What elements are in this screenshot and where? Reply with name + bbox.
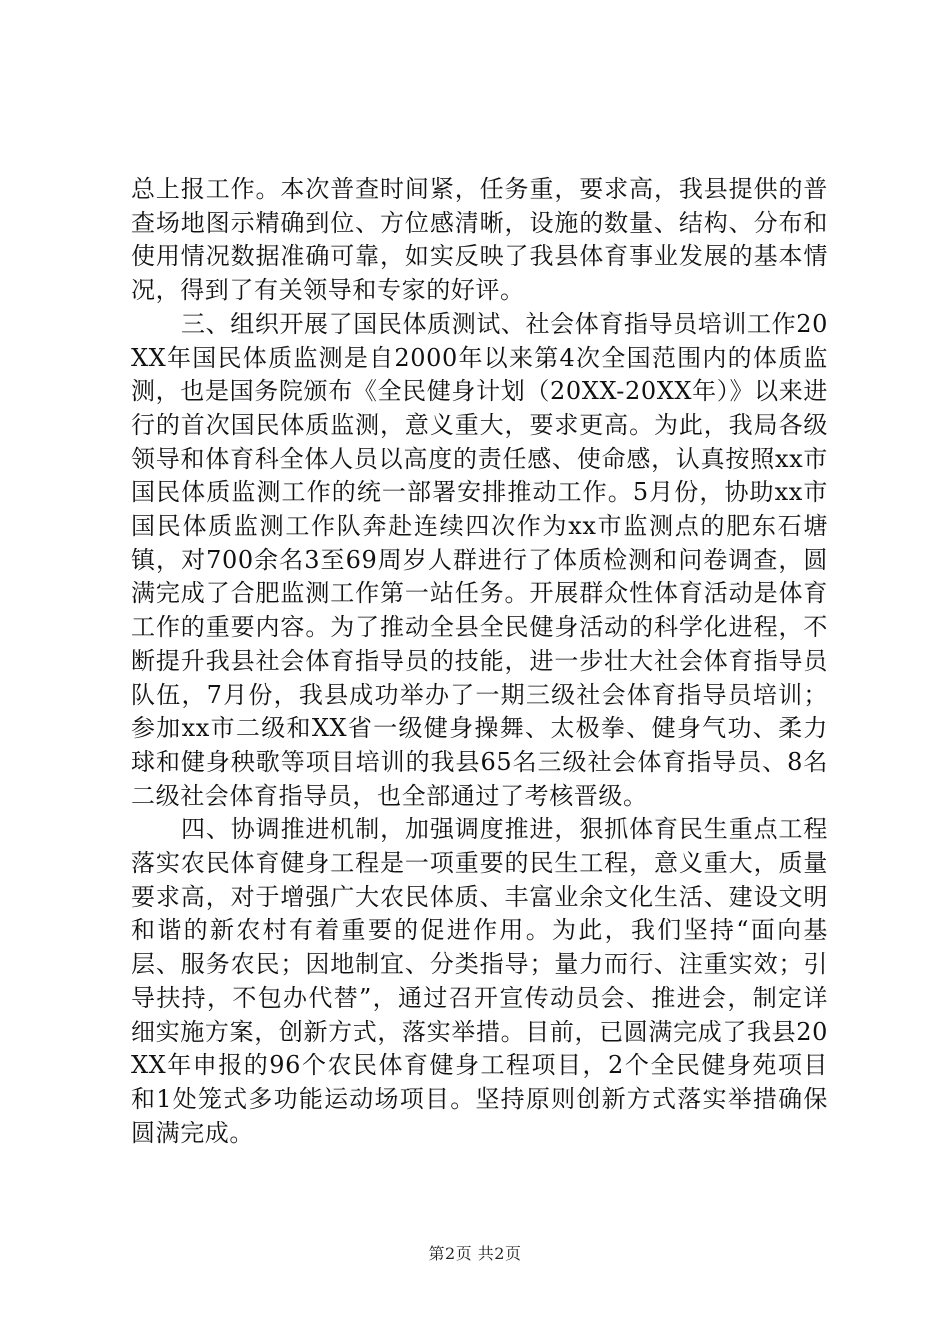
paragraph-section-three: 三、组织开展了国民体质测试、社会体育指导员培训工作20XX年国民体质监测是自2000年以来第4次全国范围内的体质监测，也是国务院颁布《全民健身计划（20XX-20XX年）》以来进行的首次国民体质监测，意义重大，要求更高。为此，我局各级领导和体育科全体人员以高度的责任感、使命感，认真按照xx市国民体质监测工作的统一部署安排推动工作。5月份，协助xx市国民体质监测工作队奔赴连续四次作为xx市监测点的肥东石塘镇，对700余名3至69周岁人群进行了体质检测和问卷调查，圆满完成了合肥监测工作第一站任务。开展群众性体育活动是体育工作的重要内容。为了推动全县全民健身活动的科学化进程，不断提升我县社会体育指导员的技能，进一步壮大社会体育指导员队伍，7月份，我县成功举办了一期三级社会体育指导员培训；参加xx市二级和XX省一级健身操舞、太极拳、健身气功、柔力球和健身秧歌等项目培训的我县65名三级社会体育指导员、8名二级社会体育指导员，也全部通过了考核晋级。 <box>131 309 828 810</box>
paragraph-section-four: 四、协调推进机制，加强调度推进，狠抓体育民生重点工程落实农民体育健身工程是一项重要的民生工程，意义重大，质量要求高，对于增强广大农民体质、丰富业余文化生活、建设文明和谐的新农村有着重要的促进作用。为此，我们坚持“面向基层、服务农民；因地制宜、分类指导；量力而行、注重实效；引导扶持，不包办代替”，通过召开宣传动员会、推进会，制定详细实施方案，创新方式，落实举措。目前，已圆满完成了我县20XX年申报的96个农民体育健身工程项目，2个全民健身苑项目和1处笼式多功能运动场项目。坚持原则创新方式落实举措确保圆满完成。 <box>131 815 828 1147</box>
document-body <box>131 173 828 1150</box>
paragraph-continued: 总上报工作。本次普查时间紧，任务重，要求高，我县提供的普查场地图示精确到位、方位感清晰，设施的数量、结构、分布和使用情况数据准确可靠，如实反映了我县体育事业发展的基本情况，得到了有关领导和专家的好评。 <box>131 175 828 305</box>
page-footer: 第2页 共2页 <box>428 1244 522 1263</box>
